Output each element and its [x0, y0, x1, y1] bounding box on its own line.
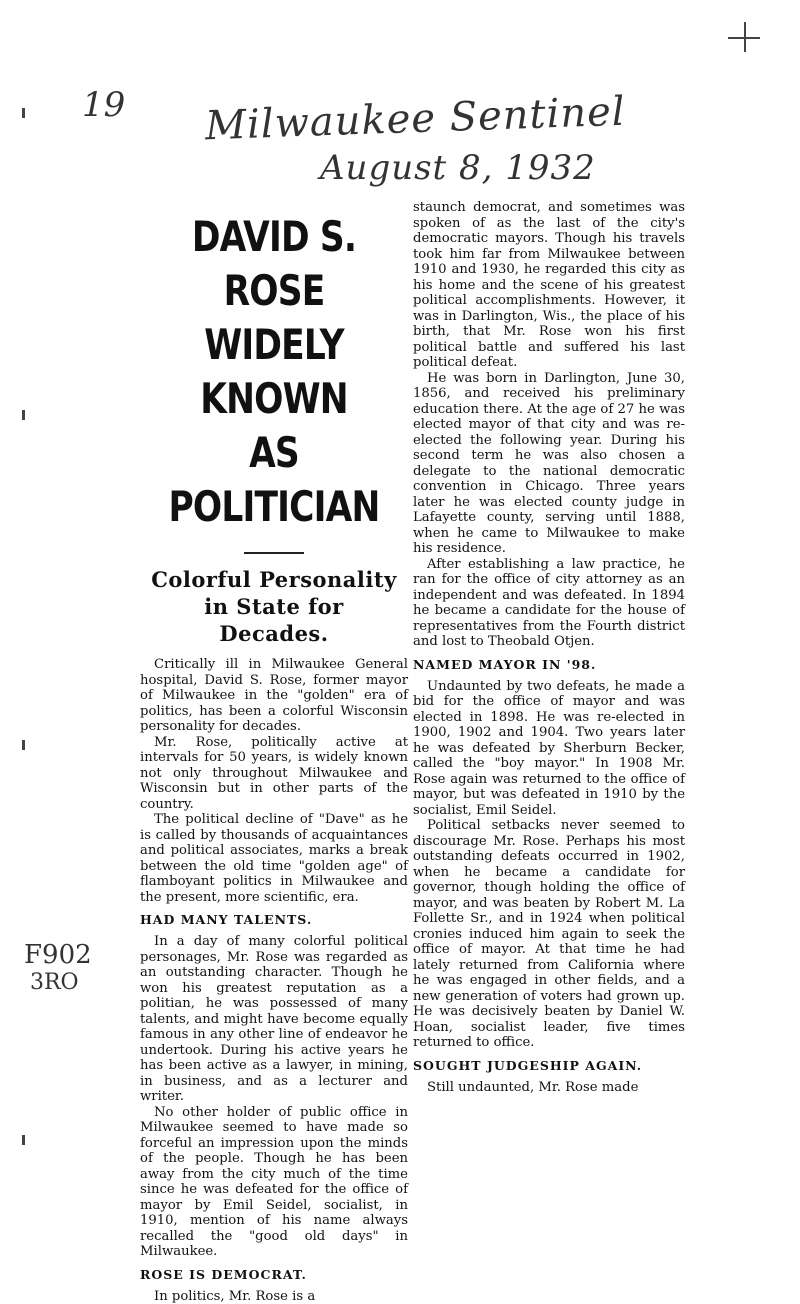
- section-heading: SOUGHT JUDGESHIP AGAIN.: [413, 1058, 685, 1074]
- left-column: [140, 200, 408, 1304]
- headline-line: AS POLITICIAN: [164, 426, 384, 534]
- headline-divider: [244, 552, 304, 554]
- subheadline-line: Colorful Personality: [140, 566, 408, 593]
- handwritten-file-code-2: 3RO: [30, 970, 79, 995]
- handwritten-page-number: 19: [82, 85, 125, 125]
- handwritten-file-code: F902: [24, 940, 92, 970]
- margin-tick: [22, 108, 25, 118]
- article-paragraph: Undaunted by two defeats, he made a bid for the office of mayor and was elected in 1898. He was re-elected in 1900, 1902 and 1904. Two years later he was defeated by Sherburn Becker, called the "boy mayor." In 1908 Mr. Rose again was returned to the office of mayor, but was defeated in 1910 by the socialist, Emil Seidel.: [413, 679, 685, 819]
- subheadline-line: Decades.: [140, 620, 408, 647]
- handwritten-date: August 8, 1932: [320, 148, 596, 188]
- article-paragraph: In a day of many colorful political personages, Mr. Rose was regarded as an outstanding character. Though he won his greatest reputation as a politian, he was possessed of many talents, and might have become equally famous in any other line of endeavor he undertook. During his active years he has been active as a lawyer, in mining, in business, and as a lecturer and writer.: [140, 934, 408, 1105]
- margin-tick: [22, 410, 25, 420]
- subheadline: [140, 566, 408, 647]
- section-heading: HAD MANY TALENTS.: [140, 912, 408, 928]
- subheadline-line: in State for: [140, 593, 408, 620]
- article-paragraph: Mr. Rose, politically active at intervals for 50 years, is widely known not only throughout Milwaukee and Wisconsin but in other parts of the country.: [140, 735, 408, 813]
- headline-line: WIDELY KNOWN: [164, 318, 384, 426]
- article-paragraph: After establishing a law practice, he ran for the office of city attorney as an independent and was defeated. In 1894 he became a candidate for the house of representatives from the Fourth district and lost to Theobald Otjen.: [413, 557, 685, 650]
- article-paragraph-continued: staunch democrat, and sometimes was spoken of as the last of the city's democratic mayors. Though his travels took him far from Milwaukee between 1910 and 1930, he regarded this city as his home and the scene of his greatest political accomplishments. However, it was in Darlington, Wis., the place of his birth, that Mr. Rose won his first political battle and suffered his last political defeat.: [413, 200, 685, 371]
- margin-tick: [22, 1135, 25, 1145]
- article-paragraph: Still undaunted, Mr. Rose made: [413, 1080, 685, 1096]
- registration-mark-vertical: [744, 22, 746, 52]
- article-paragraph: He was born in Darlington, June 30, 1856, and received his preliminary education there. At the age of 27 he was elected mayor of that city and was re-elected the following year. During his second term he was also chosen a delegate to the national democratic convention in Chicago. Three years later he was elected county judge in Lafayette county, serving until 1888, when he came to Milwaukee to make his residence.: [413, 371, 685, 557]
- headline: [164, 210, 384, 534]
- section-heading: ROSE IS DEMOCRAT.: [140, 1267, 408, 1283]
- article-paragraph: Critically ill in Milwaukee General hospital, David S. Rose, former mayor of Milwaukee in the "golden" era of politics, has been a colorful Wisconsin personality for decades.: [140, 657, 408, 735]
- headline-line: DAVID S. ROSE: [164, 210, 384, 318]
- right-column: [413, 200, 685, 1095]
- margin-tick: [22, 740, 25, 750]
- section-heading: NAMED MAYOR IN '98.: [413, 657, 685, 673]
- article-paragraph: No other holder of public office in Milwaukee seemed to have made so forceful an impression upon the minds of the people. Though he has been away from the city much of the time since he was defeated for the office of mayor by Emil Seidel, socialist, in 1910, mention of his name always recalled the "good old days" in Milwaukee.: [140, 1105, 408, 1260]
- newspaper-clipping: [140, 200, 685, 1160]
- article-paragraph: The political decline of "Dave" as he is called by thousands of acquaintances and political associates, marks a break between the old time "golden age" of flamboyant politics in Milwaukee and the present, more scientific, era.: [140, 812, 408, 905]
- handwritten-source-name: Milwaukee Sentinel: [204, 89, 626, 150]
- article-paragraph: Political setbacks never seemed to discourage Mr. Rose. Perhaps his most outstanding defeats occurred in 1902, when he became a candidate for governor, though holding the office of mayor, and was beaten by Robert M. La Follette Sr., and in 1924 when political cronies induced him again to seek the office of mayor. At that time he had lately returned from California where he was engaged in other fields, and a new generation of voters had grown up. He was decisively beaten by Daniel W. Hoan, socialist leader, five times returned to office.: [413, 818, 685, 1051]
- article-paragraph: In politics, Mr. Rose is a: [140, 1289, 408, 1304]
